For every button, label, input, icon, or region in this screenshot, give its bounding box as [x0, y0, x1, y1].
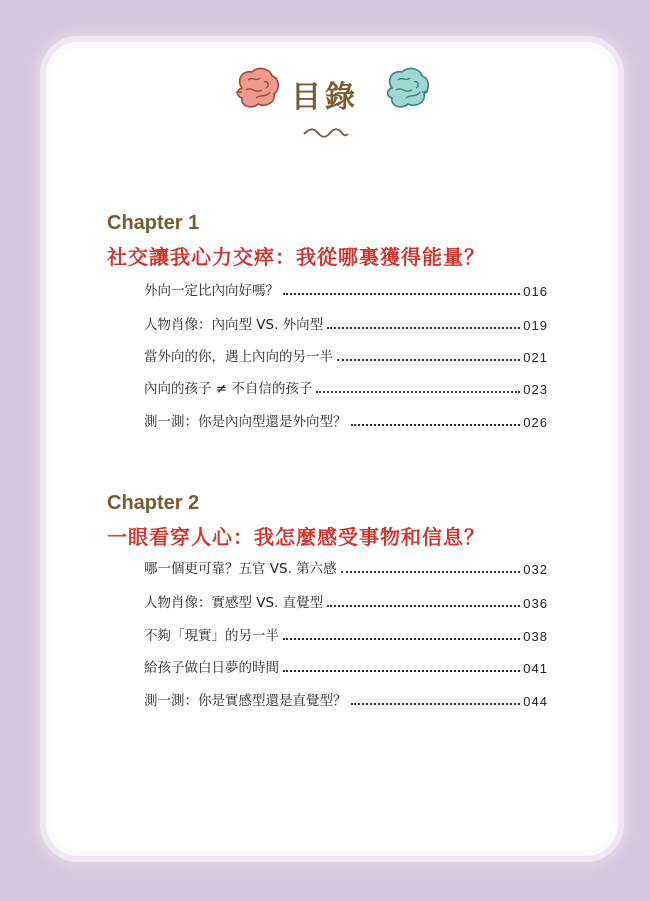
toc-entry-title: 人物肖像：內向型 VS. 外向型: [144, 317, 324, 333]
leader-dots: [341, 571, 521, 573]
toc-entry-title: 外向一定比內向好嗎？: [144, 283, 279, 299]
toc-entry[interactable]: [144, 345, 548, 365]
squiggle-divider: [302, 126, 350, 140]
toc-entry[interactable]: [144, 591, 548, 611]
toc-entry[interactable]: [144, 279, 548, 299]
toc-entry[interactable]: [144, 410, 548, 430]
toc-entry[interactable]: [144, 313, 548, 333]
toc-entry-page: 032: [523, 562, 548, 577]
toc-entry-page: 016: [523, 284, 548, 299]
toc-entry-title: 哪一個更可靠？五官 VS. 第六感: [144, 561, 337, 577]
leader-dots: [316, 391, 520, 393]
chapter-label: Chapter 1: [107, 212, 200, 234]
toc-entry-title: 不夠「現實」的另一半: [144, 628, 279, 644]
leader-dots: [337, 359, 520, 361]
toc-entry-page: 019: [523, 318, 548, 333]
toc-entry[interactable]: [144, 689, 548, 709]
toc-entry-page: 023: [523, 382, 548, 397]
toc-entry[interactable]: [144, 377, 548, 397]
leader-dots: [283, 638, 520, 640]
toc-entry-title: 人物肖像：實感型 VS. 直覺型: [144, 595, 324, 611]
leader-dots: [283, 293, 520, 295]
leader-dots: [327, 605, 520, 607]
chapter-label: Chapter 2: [107, 492, 200, 514]
leader-dots: [283, 670, 520, 672]
toc-entry-page: 038: [523, 629, 548, 644]
toc-entry-title: 給孩子做白日夢的時間: [144, 660, 279, 676]
toc-entry-title: 測一測：你是實感型還是直覺型？: [144, 693, 347, 709]
toc-entry-page: 021: [523, 350, 548, 365]
leader-dots: [351, 703, 521, 705]
chapter-title: 一眼看穿人心：我怎麼感受事物和信息？: [107, 525, 485, 549]
toc-entry-page: 044: [523, 694, 548, 709]
toc-entry[interactable]: [144, 656, 548, 676]
chapter-title: 社交讓我心力交瘁：我從哪裏獲得能量？: [107, 245, 485, 269]
toc-entry-page: 041: [523, 661, 548, 676]
toc-entry[interactable]: [144, 624, 548, 644]
toc-entry-title: 內向的孩子 ≠ 不自信的孩子: [144, 381, 313, 397]
leader-dots: [351, 424, 521, 426]
page-paper: [52, 48, 612, 850]
toc-entry-title: 當外向的你，遇上內向的另一半: [144, 349, 333, 365]
toc-entry-page: 026: [523, 415, 548, 430]
toc-entry[interactable]: [144, 557, 548, 577]
leader-dots: [327, 327, 520, 329]
page-title: 目錄: [291, 80, 359, 115]
toc-entry-title: 測一測：你是內向型還是外向型？: [144, 414, 347, 430]
toc-entry-page: 036: [523, 596, 548, 611]
